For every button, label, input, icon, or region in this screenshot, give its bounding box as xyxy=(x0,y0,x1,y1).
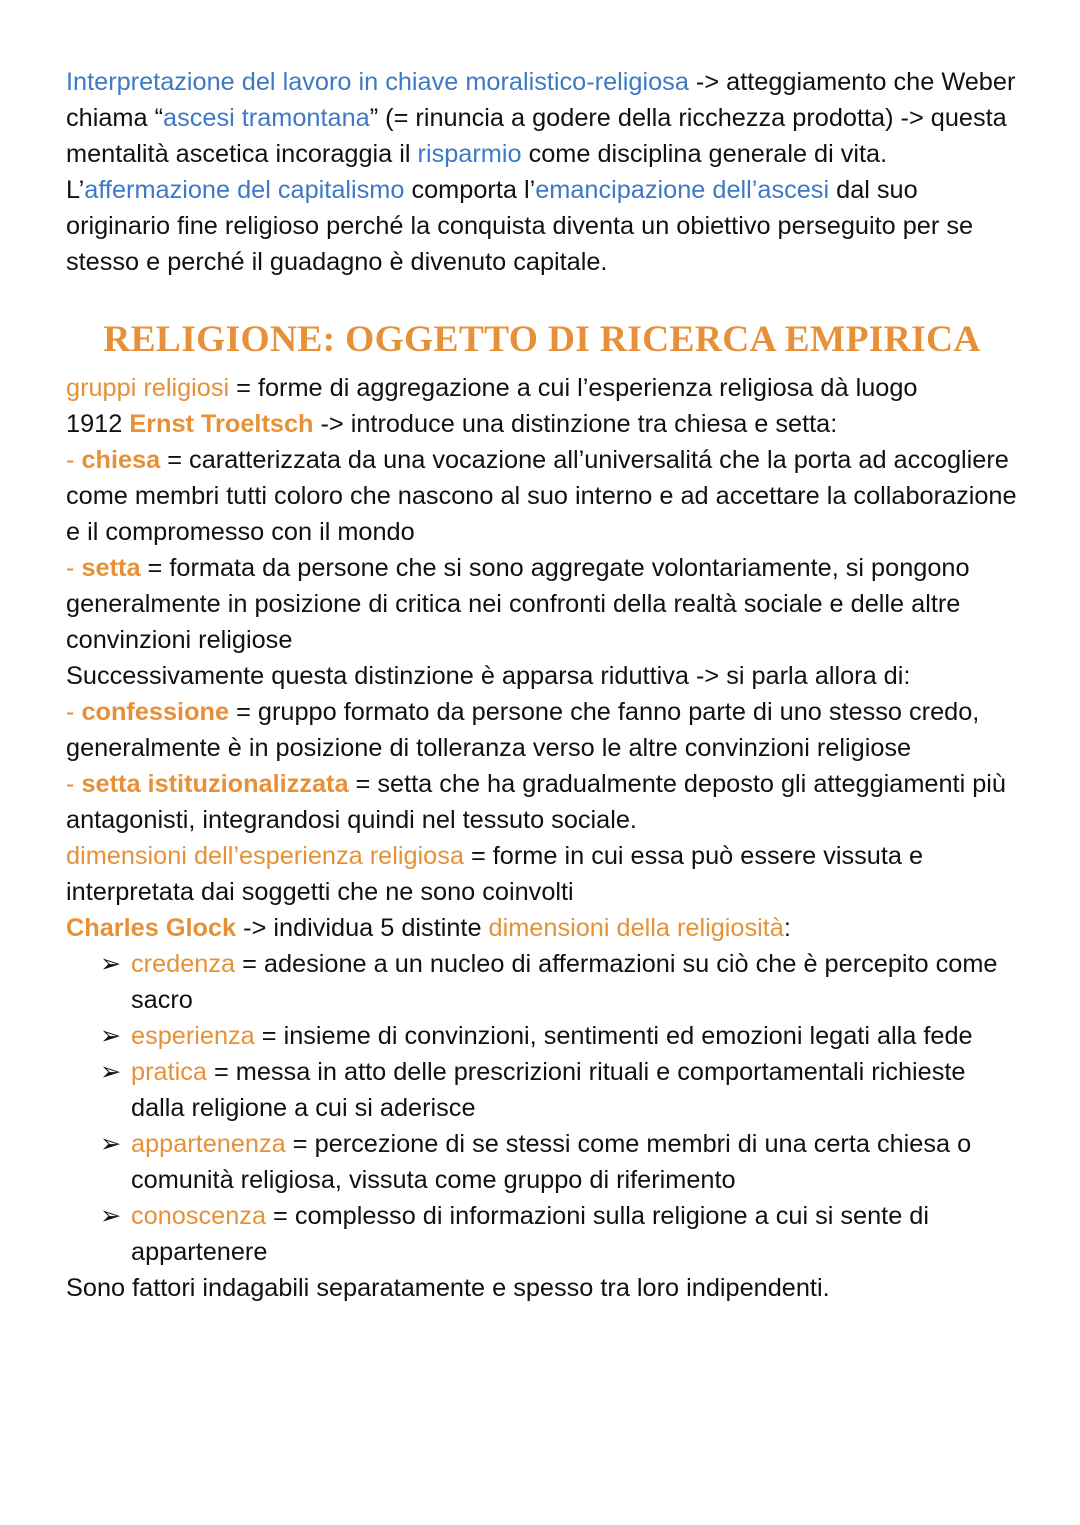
troeltsch-line xyxy=(66,406,1018,442)
term-label: esperienza xyxy=(131,1022,255,1050)
body-text: -> introduce una distinzione tra chiesa e setta: xyxy=(313,410,838,438)
closing-line: Sono fattori indagabili separatamente e spesso tra loro indipendenti. xyxy=(66,1274,830,1302)
definition-text: = adesione a un nucleo di affermazioni su ciò che è percepito come sacro xyxy=(131,950,998,1014)
definition-text: = forme in cui essa può essere vissuta e interpretata dai soggetti che ne sono coinvolti xyxy=(66,842,924,906)
highlight-term: emancipazione dell’ascesi xyxy=(535,176,830,204)
term-label: dimensioni dell’esperienza religiosa xyxy=(66,842,464,870)
term-label: pratica xyxy=(131,1058,207,1086)
definition-text: = formata da persone che si sono aggregate volontariamente, si pongono generalmente in posizione di critica nei confronti della realtà sociale e delle altre convinzioni religiose xyxy=(66,554,970,654)
definition-text: = gruppo formato da persone che fanno parte di uno stesso credo, generalmente è in posizione di tolleranza verso le altre convinzioni religiose xyxy=(66,698,980,762)
author-name: Ernst Troeltsch xyxy=(129,410,314,438)
term-label: credenza xyxy=(131,950,236,978)
dimensions-list xyxy=(66,946,1018,1270)
highlight-term: risparmio xyxy=(417,140,522,168)
highlight-term: Interpretazione del lavoro in chiave moralistico-religiosa xyxy=(66,68,689,96)
confessione-definition xyxy=(66,694,1018,766)
definition-text: = forme di aggregazione a cui l’esperienza religiosa dà luogo xyxy=(229,374,918,402)
body-text: -> individua 5 distinte xyxy=(236,914,489,942)
arrow-bullet-icon: ➢ xyxy=(100,1130,122,1158)
list-item xyxy=(100,1054,1018,1126)
successivamente-line: Successivamente questa distinzione è apparsa riduttiva -> si parla allora di: xyxy=(66,662,911,690)
gruppi-definition xyxy=(66,370,1018,406)
intro-paragraph-capitalismo xyxy=(66,172,1018,280)
term-label: chiesa xyxy=(81,446,161,474)
dimensioni-definition xyxy=(66,838,1018,910)
dash: - xyxy=(66,446,82,474)
highlight-term: affermazione del capitalismo xyxy=(84,176,405,204)
term-label: appartenenza xyxy=(131,1130,286,1158)
list-item xyxy=(100,1198,1018,1270)
body-text: : xyxy=(783,914,791,942)
definition-text: = insieme di convinzioni, sentimenti ed emozioni legati alla fede xyxy=(254,1022,973,1050)
setta-definition xyxy=(66,550,1018,658)
list-item xyxy=(100,1018,1018,1054)
chiesa-definition xyxy=(66,442,1018,550)
dash: - xyxy=(66,554,82,582)
definition-text: = complesso di informazioni sulla religione a cui si sente di appartenere xyxy=(131,1202,929,1266)
section-title: RELIGIONE: OGGETTO DI RICERCA EMPIRICA xyxy=(103,319,981,360)
definition-text: = caratterizzata da una vocazione all’universalitá che la porta ad accogliere come membri tutti coloro che nascono al suo interno e ad accettare la collaborazione e il compromesso con il mondo xyxy=(66,446,1017,546)
body-text: dal suo originario fine religioso perché la conquista diventa un obiettivo perseguito per se stesso e perché il guadagno è divenuto capitale. xyxy=(66,176,974,276)
year-text: 1912 xyxy=(66,410,130,438)
body-text: comporta l’ xyxy=(404,176,536,204)
arrow-bullet-icon: ➢ xyxy=(100,1058,122,1086)
definition-text: = messa in atto delle prescrizioni rituali e comportamentali richieste dalla religione a cui si aderisce xyxy=(131,1058,966,1122)
author-name: Charles Glock xyxy=(66,914,237,942)
body-text: come disciplina generale di vita. xyxy=(521,140,888,168)
body-text: -> atteggiamento che Weber chiama “ xyxy=(66,68,1016,132)
term-label: setta istituzionalizzata xyxy=(81,770,349,798)
list-item xyxy=(100,1126,1018,1198)
arrow-bullet-icon: ➢ xyxy=(100,950,122,978)
glock-line xyxy=(66,910,1018,946)
term-label: setta xyxy=(81,554,141,582)
dash: - xyxy=(66,698,82,726)
term-label: confessione xyxy=(81,698,230,726)
body-text: L’ xyxy=(66,176,85,204)
body-text: ” (= rinuncia a godere della ricchezza prodotta) -> questa mentalità ascetica incoraggia il xyxy=(66,104,1007,168)
list-item xyxy=(100,946,1018,1018)
highlight-term: ascesi tramontana xyxy=(163,104,370,132)
term-label: conoscenza xyxy=(131,1202,267,1230)
definition-text: = percezione di se stessi come membri di una certa chiesa o comunità religiosa, vissuta come gruppo di riferimento xyxy=(131,1130,972,1194)
dash: - xyxy=(66,770,82,798)
term-label: dimensioni della religiosità xyxy=(488,914,784,942)
term-label: gruppi religiosi xyxy=(66,374,230,402)
arrow-bullet-icon: ➢ xyxy=(100,1202,122,1230)
definition-text: = setta che ha gradualmente deposto gli atteggiamenti più antagonisti, integrandosi quindi nel tessuto sociale. xyxy=(66,770,1006,834)
arrow-bullet-icon: ➢ xyxy=(100,1022,122,1050)
setta-istituzionalizzata-definition xyxy=(66,766,1018,838)
intro-paragraph-weber xyxy=(66,64,1018,172)
